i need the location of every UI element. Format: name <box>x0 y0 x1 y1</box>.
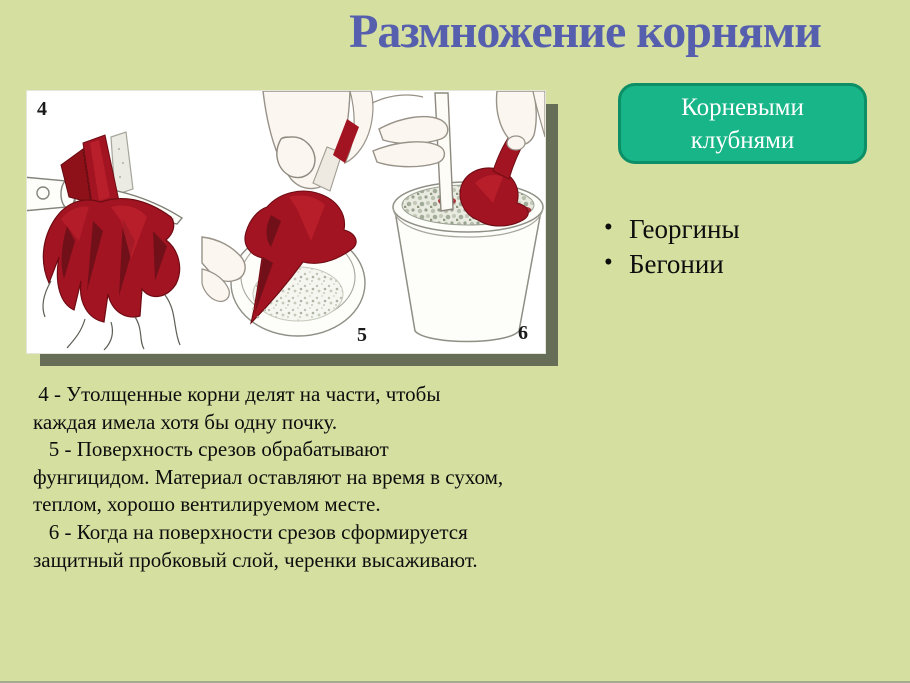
list-item: • Бегонии <box>602 247 740 282</box>
panel-label-6: 6 <box>518 322 528 344</box>
root-division-figure <box>27 91 545 353</box>
root-tubers-badge <box>618 83 867 164</box>
panel-label-4: 4 <box>37 98 47 120</box>
step-line: фунгицидом. Материал оставляют на время в сухом, <box>33 464 504 489</box>
badge-label: Корневыми клубнями <box>681 93 804 154</box>
panel-label-5: 5 <box>357 324 367 346</box>
figure-frame <box>26 90 546 354</box>
steps-text <box>33 381 593 574</box>
step-line: 6 - Когда на поверхности срезов сформируется <box>33 519 468 544</box>
step-line: 4 - Утолщенные корни делят на части, чтобы <box>33 382 441 406</box>
step-line: теплом, хорошо вентилируемом месте. <box>33 492 381 517</box>
step-line: каждая имела хотя бы одну почку. <box>33 409 338 434</box>
step-line: защитный пробковый слой, черенки высаживают. <box>33 547 478 572</box>
list-item: • Георгины <box>602 212 740 247</box>
slide-title: Размножение корнями <box>349 5 821 58</box>
step-line: 5 - Поверхность срезов обрабатывают <box>33 437 389 462</box>
plants-list <box>602 212 740 282</box>
